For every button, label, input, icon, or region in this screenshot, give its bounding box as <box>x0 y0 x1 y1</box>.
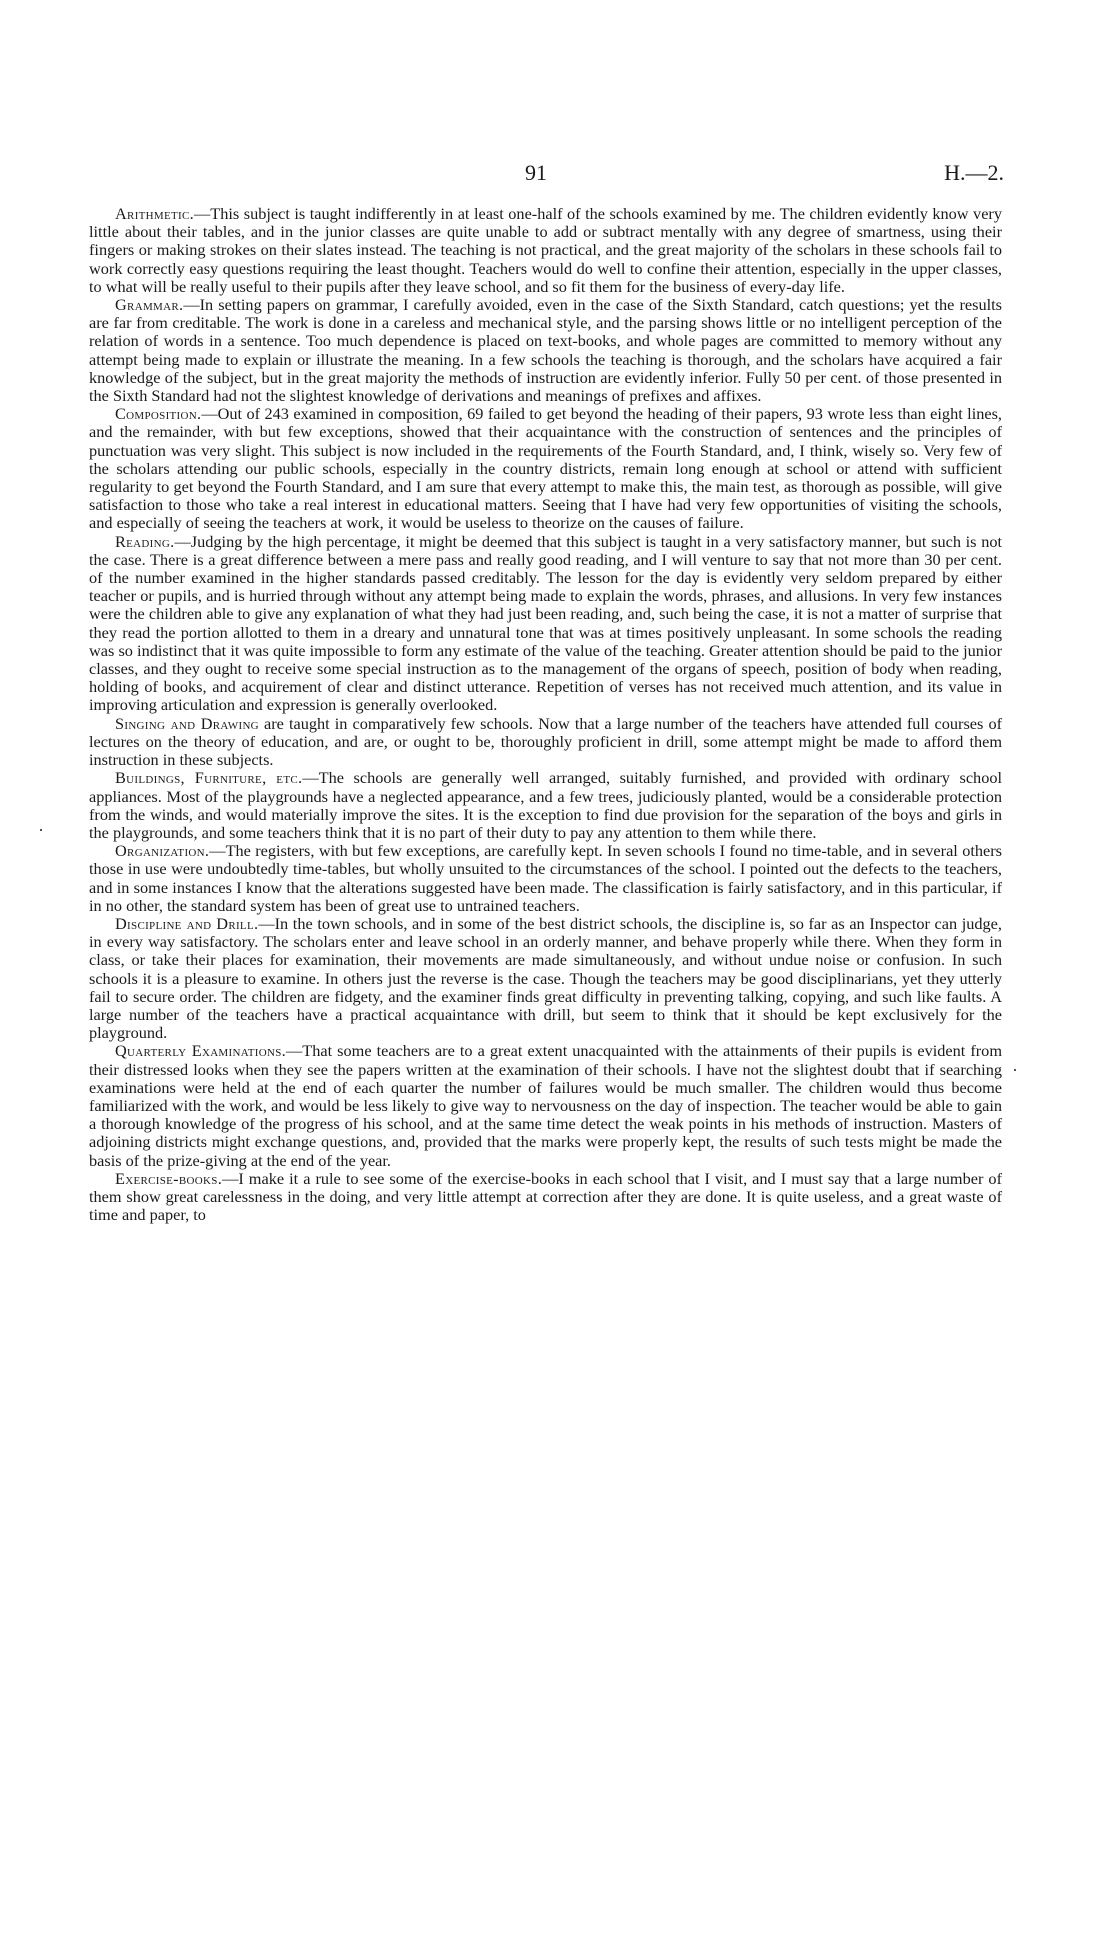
paragraph-text: —In the town schools, and in some of the best district schools, the discipline is, so far as an Inspector can judge, in every way satisfactory. The scholars enter and leave school in an orderly manner, and behave properly while there. When they form in class, or take their places for examination, their movements are made simultaneously, and without undue noise or confusion. In such schools it is a pleasure to examine. In others just the reverse is the case. Though the teachers may be good disciplinarians, yet they utterly fail to secure order. The children are fidgety, and the examiner finds great difficulty in preventing talking, copying, and such like faults. A large number of the teachers have a practical acquaintance with drill, but seem to think that it should be kept exclusively for the playground. <box>89 913 1002 1043</box>
paragraph-organization <box>89 842 1002 915</box>
paragraph-text: —This subject is taught indifferently in at least one-half of the schools examined by me. The children evidently know very little about their tables, and in the junior classes are quite unable to add or subtract mentally with any degree of smartness, using their fingers or making strokes on their slates instead. The teaching is not practical, and the great majority of the scholars in these schools fail to work correctly easy questions requiring the least thought. Teachers would do well to confine their attention, especially in the upper classes, to what will be really useful to their pupils after they leave school, and so fit them for the business of every-day life. <box>89 204 1002 296</box>
paragraph-heading: Grammar. <box>115 295 184 315</box>
paragraph-singing-drawing <box>89 715 1002 770</box>
paragraph-text: are taught in comparatively few schools. Now that a large number of the teachers have attended full courses of lectures on the theory of education, and are, or ought to be, thoroughly proficient in drill, some attempt might be made to afford them instruction in these subjects. <box>89 713 1003 770</box>
paragraph-exercise-books <box>89 1170 1002 1225</box>
paragraph-buildings <box>89 769 1002 842</box>
paragraph-reading <box>89 533 1002 715</box>
document-reference: H.—2. <box>944 160 1004 185</box>
paragraph-heading: Composition. <box>115 404 202 424</box>
paragraph-heading: Discipline and Drill. <box>115 913 259 933</box>
paragraph-heading: Arithmetic. <box>115 204 195 223</box>
paragraph-quarterly-examinations <box>89 1042 1002 1169</box>
margin-dot: · <box>1012 1060 1018 1080</box>
paragraph-heading: Singing and Drawing <box>115 713 259 733</box>
paragraph-discipline <box>89 915 1002 1042</box>
paragraph-text: —The registers, with but few exceptions, are carefully kept. In seven schools I found no time-table, and in several others those in use were undoubtedly time-tables, but wholly unsuited to the circumstances of the school. I pointed out the defects to the teachers, and in some instances I know that the alterations suggested have been made. The classification is fairly satisfactory, and in this particular, if in no other, the standard system has been of great use to untrained teachers. <box>89 841 1002 915</box>
paragraph-heading: Quarterly Examinations. <box>115 1041 287 1061</box>
paragraph-grammar <box>89 296 1002 405</box>
paragraph-text: —Judging by the high percentage, it might be deemed that this subject is taught in a very satisfactory manner, but such is not the case. There is a great difference between a mere pass and really good reading, and I will venture to say that not more than 30 per cent. of the number examined in the higher standards passed creditably. The lesson for the day is evidently very seldom prepared by either teacher or pupils, and is hurried through without any attempt being made to explain the words, phrases, and allusions. In very few instances were the children able to give any explanation of what they had just been reading, and, such being the case, it is not a matter of surprise that they read the portion allotted to them in a dreary and unnatural tone that was at times positively unpleasant. In some schools the reading was so indistinct that it was quite impossible to form any estimate of the value of the teaching. Greater attention should be paid to the junior classes, and they ought to receive some special instruction as to the management of the organs of speech, position of body when reading, holding of books, and acquirement of clear and distinct utterance. Repetition of verses has not received much attention, and its value in improving articulation and expression is generally overlooked. <box>89 531 1002 715</box>
paragraph-text: —That some teachers are to a great extent unacquainted with the attainments of their pupils is evident from their distressed looks when they see the papers written at the examination of their schools. I have not the slightest doubt that if searching examinations were held at the end of each quarter the number of failures would be much smaller. The children would thus become familiarized with the work, and would be less likely to give way to nervousness on the day of inspection. The teacher would be able to gain a thorough knowledge of the progress of his school, and at the same time detect the weak points in his methods of instruction. Masters of adjoining districts might exchange questions, and, provided that the marks were properly kept, the results of such tests might be made the basis of the prize-giving at the end of the year. <box>89 1041 1002 1170</box>
paragraph-heading: Reading. <box>115 531 175 551</box>
paragraph-heading: Exercise-books. <box>115 1168 223 1188</box>
paragraph-text: —I make it a rule to see some of the exercise-books in each school that I visit, and I must say that a large number of them show great carelessness in the doing, and very little attempt at correction after they are done. It is quite useless, and a great waste of time and paper, to <box>89 1168 1002 1225</box>
paragraph-heading: Organization. <box>115 841 210 861</box>
paragraph-text: —In setting papers on grammar, I carefully avoided, even in the case of the Sixth Standard, catch questions; yet the results are far from creditable. The work is done in a careless and mechanical style, and the parsing shows little or no intelligent perception of the relation of words in a sentence. Too much dependence is placed on text-books, and whole pages are committed to memory without any attempt being made to explain or illustrate the meaning. In a few schools the teaching is thorough, and the scholars have acquired a fair knowledge of the subject, but in the great majority the methods of instruction are evidently inferior. Fully 50 per cent. of those presented in the Sixth Standard had not the slightest knowledge of derivations and meanings of prefixes and affixes. <box>89 295 1002 406</box>
paragraph-text: —The schools are generally well arranged, suitably furnished, and provided with ordinary school appliances. Most of the playgrounds have a neglected appearance, and a few trees, judiciously planted, would be a considerable protection from the winds, and would materially improve the sites. It is the exception to find due provision for the separation of the boys and girls in the playgrounds, and some teachers think that it is no part of their duty to pay any attention to them while there. <box>89 768 1002 842</box>
page-header <box>0 160 1114 190</box>
paragraph-text: —Out of 243 examined in composition, 69 failed to get beyond the heading of their papers, 93 wrote less than eight lines, and the remainder, with but few exceptions, showed that their acquaintance with the construction of sentences and the principles of punctuation was very slight. This subject is now included in the requirements of the Fourth Standard, and, I think, wisely so. Very few of the scholars attending our public schools, especially in the country districts, remain long enough at school or attend with sufficient regularity to get beyond the Fourth Standard, and I am sure that every attempt to make this, the main test, as thorough as possible, will give satisfaction to those who take a real interest in educational matters. Seeing that I have had very few opportunities of visiting the schools, and especially of seeing the teachers at work, it would be useless to theorize on the causes of failure. <box>89 404 1002 533</box>
paragraph-heading: Buildings, Furniture, etc. <box>115 768 303 788</box>
paragraph-arithmetic <box>89 205 1002 296</box>
page-number: 91 <box>525 160 547 185</box>
report-body <box>89 205 1002 1224</box>
margin-dot: · <box>38 820 44 840</box>
paragraph-composition <box>89 405 1002 532</box>
